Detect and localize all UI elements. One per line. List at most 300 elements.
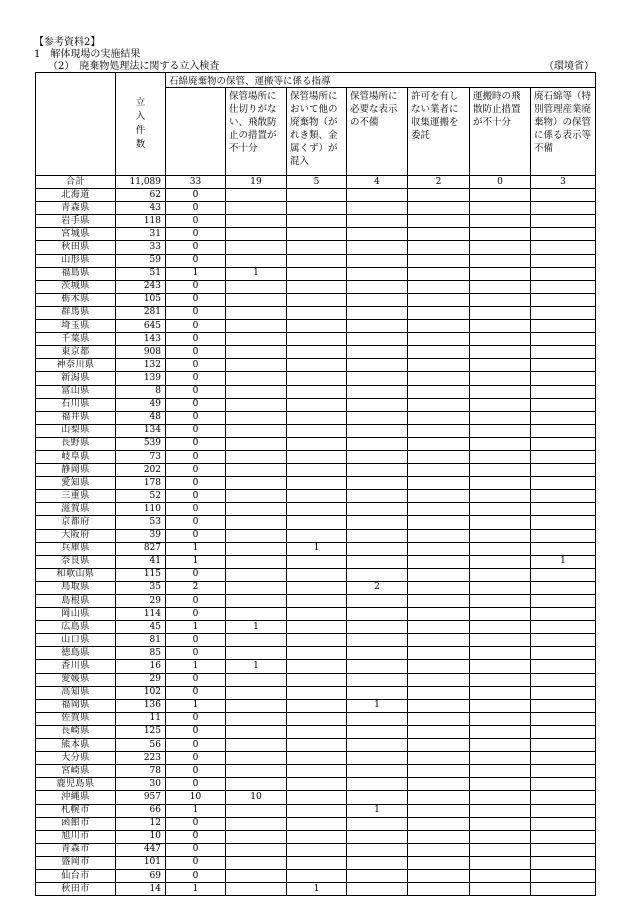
c6-value <box>531 686 596 699</box>
region-name: 岐阜県 <box>36 450 116 463</box>
c4-value <box>408 215 470 228</box>
c4-value <box>408 424 470 437</box>
c2-value <box>287 372 347 385</box>
region-name: 島根県 <box>36 595 116 608</box>
region-name: 大阪府 <box>36 529 116 542</box>
c6-value <box>531 647 596 660</box>
c3-value <box>347 856 408 869</box>
c4-value <box>408 411 470 424</box>
inspection-count: 125 <box>116 725 166 738</box>
c5-value <box>470 346 531 359</box>
c1-value <box>226 830 287 843</box>
c2-value <box>287 804 347 817</box>
guidance-group-header: 石綿廃棄物の保管、運搬等に係る指導 <box>166 73 596 88</box>
inspection-count: 52 <box>116 490 166 503</box>
guidance-count: 0 <box>166 202 226 215</box>
section-title: 1 解体現場の実施結果 <box>34 49 141 60</box>
c4-value <box>408 621 470 634</box>
c1-value <box>226 359 287 372</box>
c3-value <box>347 542 408 555</box>
c5-value <box>470 830 531 843</box>
guidance-count: 0 <box>166 320 226 333</box>
region-name: 山梨県 <box>36 424 116 437</box>
table-row <box>36 634 596 647</box>
region-name: 千葉県 <box>36 333 116 346</box>
guidance-count: 0 <box>166 477 226 490</box>
region-name: 鳥取県 <box>36 581 116 594</box>
c6-value <box>531 752 596 765</box>
guidance-count: 0 <box>166 490 226 503</box>
c4-value <box>408 856 470 869</box>
table-row <box>36 581 596 594</box>
inspection-count: 223 <box>116 752 166 765</box>
c4-value <box>408 883 470 896</box>
region-name: 北海道 <box>36 189 116 202</box>
inspection-count: 110 <box>116 503 166 516</box>
subsection-title: （2） 廃棄物処理法に関する立入検査 <box>48 61 220 72</box>
c6-value <box>531 568 596 581</box>
c5-value <box>470 608 531 621</box>
table-row <box>36 411 596 424</box>
inspection-count: 16 <box>116 660 166 673</box>
c5-value <box>470 725 531 738</box>
c6-value <box>531 359 596 372</box>
c5-value <box>470 686 531 699</box>
region-name: 広島県 <box>36 621 116 634</box>
c1-value <box>226 869 287 882</box>
table-row <box>36 385 596 398</box>
c4-value <box>408 516 470 529</box>
region-name: 仙台市 <box>36 869 116 882</box>
c2-value <box>287 673 347 686</box>
c1-value <box>226 647 287 660</box>
guidance-count: 0 <box>166 437 226 450</box>
c3-value <box>347 830 408 843</box>
c1-value <box>226 346 287 359</box>
c6-value <box>531 529 596 542</box>
inspection-count: 41 <box>116 555 166 568</box>
guidance-count: 0 <box>166 293 226 306</box>
c2-value <box>287 529 347 542</box>
table-row <box>36 765 596 778</box>
c4-value <box>408 437 470 450</box>
inspection-count: 53 <box>116 516 166 529</box>
c5-value <box>470 372 531 385</box>
table-row <box>36 477 596 490</box>
guidance-count: 0 <box>166 516 226 529</box>
region-name: 長崎県 <box>36 725 116 738</box>
c2-value <box>287 503 347 516</box>
c3-value <box>347 647 408 660</box>
c1-value <box>226 712 287 725</box>
guidance-count: 0 <box>166 215 226 228</box>
c2-value <box>287 398 347 411</box>
c4-value <box>408 869 470 882</box>
table-row <box>36 647 596 660</box>
c5-value <box>470 869 531 882</box>
c3-value <box>347 725 408 738</box>
table-row <box>36 464 596 477</box>
c3-value <box>347 503 408 516</box>
inspection-count: 102 <box>116 686 166 699</box>
c1-value <box>226 503 287 516</box>
c3-value <box>347 202 408 215</box>
col-header-2: 保管場所において他の廃棄物（がれき類、金属くず）が混入 <box>287 88 347 176</box>
table-row <box>36 869 596 882</box>
col-header-4: 許可を有しない業者に収集運搬を委託 <box>408 88 470 176</box>
c1-value <box>226 752 287 765</box>
c2-value <box>287 228 347 241</box>
table-row <box>36 215 596 228</box>
c4-value <box>408 280 470 293</box>
c5-value <box>470 359 531 372</box>
c6-value <box>531 765 596 778</box>
c6-value <box>531 320 596 333</box>
guidance-count: 1 <box>166 804 226 817</box>
c1-value <box>226 437 287 450</box>
region-name: 山口県 <box>36 634 116 647</box>
inspection-count: 178 <box>116 477 166 490</box>
inspection-count: 56 <box>116 739 166 752</box>
c3-value <box>347 634 408 647</box>
c5-value <box>470 791 531 804</box>
c2-value <box>287 411 347 424</box>
c2-value <box>287 595 347 608</box>
inspection-count: 132 <box>116 359 166 372</box>
c5-value <box>470 883 531 896</box>
c5-value <box>470 752 531 765</box>
c3-value <box>347 293 408 306</box>
guidance-count: 0 <box>166 411 226 424</box>
inspection-count: 539 <box>116 437 166 450</box>
c6-value <box>531 215 596 228</box>
c2-value: 1 <box>287 542 347 555</box>
region-name: 岡山県 <box>36 608 116 621</box>
c1-value <box>226 490 287 503</box>
c4-value <box>408 568 470 581</box>
table-row <box>36 372 596 385</box>
c4-value <box>408 202 470 215</box>
table-row <box>36 686 596 699</box>
inspection-count: 33 <box>116 241 166 254</box>
c2-value <box>287 830 347 843</box>
c1-value: 10 <box>226 791 287 804</box>
guidance-count: 1 <box>166 542 226 555</box>
inspection-count: 139 <box>116 372 166 385</box>
table-row <box>36 333 596 346</box>
c1-value <box>226 529 287 542</box>
guidance-count: 0 <box>166 503 226 516</box>
inspection-count: 136 <box>116 699 166 712</box>
c6-value <box>531 869 596 882</box>
region-name: 群馬県 <box>36 306 116 319</box>
c1-value <box>226 293 287 306</box>
region-name: 富山県 <box>36 385 116 398</box>
c1-value <box>226 542 287 555</box>
table-row <box>36 542 596 555</box>
guidance-count: 0 <box>166 608 226 621</box>
c3-value <box>347 595 408 608</box>
c3-value <box>347 490 408 503</box>
c2-value <box>287 437 347 450</box>
region-name: 長野県 <box>36 437 116 450</box>
c1-value <box>226 883 287 896</box>
c5-value <box>470 856 531 869</box>
c3-value <box>347 398 408 411</box>
c5-value <box>470 804 531 817</box>
c2-value <box>287 765 347 778</box>
c6-value <box>531 398 596 411</box>
c2-value <box>287 516 347 529</box>
c1-value <box>226 608 287 621</box>
col-header-3: 保管場所に必要な表示の不備 <box>347 88 408 176</box>
c2-value <box>287 359 347 372</box>
c3-value <box>347 765 408 778</box>
c2-value <box>287 424 347 437</box>
c6-value <box>531 830 596 843</box>
table-row <box>36 202 596 215</box>
inspection-count: 105 <box>116 293 166 306</box>
c6-value <box>531 424 596 437</box>
table-row <box>36 673 596 686</box>
c2-value <box>287 477 347 490</box>
total-guidance: 33 <box>166 176 226 189</box>
c6-value <box>531 189 596 202</box>
table-row <box>36 228 596 241</box>
inspection-count: 115 <box>116 568 166 581</box>
c1-value <box>226 568 287 581</box>
c6-value <box>531 333 596 346</box>
c6-value <box>531 621 596 634</box>
region-name: 宮城県 <box>36 228 116 241</box>
c4-value <box>408 699 470 712</box>
c5-value <box>470 765 531 778</box>
c6-value <box>531 699 596 712</box>
guidance-count: 0 <box>166 385 226 398</box>
inspection-count: 49 <box>116 398 166 411</box>
guidance-count: 0 <box>166 464 226 477</box>
inspection-count: 645 <box>116 320 166 333</box>
c2-value <box>287 464 347 477</box>
inspection-count: 48 <box>116 411 166 424</box>
c5-value <box>470 843 531 856</box>
total-c2: 5 <box>287 176 347 189</box>
c1-value <box>226 595 287 608</box>
c2-value <box>287 778 347 791</box>
guidance-count: 0 <box>166 595 226 608</box>
c2-value <box>287 215 347 228</box>
inspection-count: 281 <box>116 306 166 319</box>
c1-value <box>226 739 287 752</box>
table-row <box>36 555 596 568</box>
c5-value <box>470 228 531 241</box>
c3-value <box>347 424 408 437</box>
total-c5: 0 <box>470 176 531 189</box>
c6-value <box>531 712 596 725</box>
guidance-count: 1 <box>166 883 226 896</box>
guidance-count: 0 <box>166 634 226 647</box>
guidance-count: 1 <box>166 621 226 634</box>
table-row <box>36 320 596 333</box>
region-name: 福岡県 <box>36 699 116 712</box>
c2-value <box>287 306 347 319</box>
c5-value <box>470 699 531 712</box>
c2-value <box>287 555 347 568</box>
c6-value <box>531 202 596 215</box>
c6-value <box>531 843 596 856</box>
c1-value: 1 <box>226 267 287 280</box>
table-row <box>36 621 596 634</box>
c4-value <box>408 464 470 477</box>
table-row <box>36 817 596 830</box>
c3-value <box>347 516 408 529</box>
c1-value <box>226 320 287 333</box>
total-label: 合計 <box>36 176 116 189</box>
c3-value <box>347 346 408 359</box>
c2-value: 1 <box>287 883 347 896</box>
corner-cell <box>36 73 116 176</box>
guidance-count: 0 <box>166 856 226 869</box>
c3-value <box>347 241 408 254</box>
c5-value <box>470 621 531 634</box>
guidance-count: 0 <box>166 869 226 882</box>
guidance-count: 0 <box>166 765 226 778</box>
inspection-count: 31 <box>116 228 166 241</box>
c5-value <box>470 241 531 254</box>
guidance-count: 0 <box>166 280 226 293</box>
c3-value <box>347 228 408 241</box>
c4-value <box>408 228 470 241</box>
c3-value <box>347 608 408 621</box>
c4-value <box>408 804 470 817</box>
c5-value <box>470 555 531 568</box>
c4-value <box>408 241 470 254</box>
total-c6: 3 <box>531 176 596 189</box>
c1-value <box>226 228 287 241</box>
guidance-count: 0 <box>166 333 226 346</box>
guidance-count: 0 <box>166 241 226 254</box>
inspections-header: 立 入 件 数 <box>116 73 166 176</box>
table-row <box>36 503 596 516</box>
table-row <box>36 660 596 673</box>
c1-value <box>226 333 287 346</box>
c5-value <box>470 660 531 673</box>
c6-value: 1 <box>531 555 596 568</box>
guidance-count: 0 <box>166 739 226 752</box>
c3-value <box>347 791 408 804</box>
c6-value <box>531 725 596 738</box>
table-row <box>36 267 596 280</box>
c1-value <box>226 398 287 411</box>
guidance-count: 1 <box>166 699 226 712</box>
c5-value <box>470 293 531 306</box>
inspection-count: 66 <box>116 804 166 817</box>
c1-value <box>226 189 287 202</box>
c6-value <box>531 490 596 503</box>
c5-value <box>470 267 531 280</box>
total-row <box>36 176 596 189</box>
c3-value <box>347 673 408 686</box>
region-name: 札幌市 <box>36 804 116 817</box>
c2-value <box>287 752 347 765</box>
c1-value <box>226 634 287 647</box>
c1-value <box>226 280 287 293</box>
c4-value <box>408 817 470 830</box>
c3-value <box>347 464 408 477</box>
guidance-count: 1 <box>166 555 226 568</box>
c4-value <box>408 385 470 398</box>
region-name: 奈良県 <box>36 555 116 568</box>
table-row <box>36 490 596 503</box>
c6-value <box>531 581 596 594</box>
c4-value <box>408 791 470 804</box>
region-name: 愛媛県 <box>36 673 116 686</box>
c1-value <box>226 817 287 830</box>
table-row <box>36 712 596 725</box>
inspection-count: 12 <box>116 817 166 830</box>
region-name: 大分県 <box>36 752 116 765</box>
c4-value <box>408 739 470 752</box>
c3-value <box>347 568 408 581</box>
guidance-count: 0 <box>166 372 226 385</box>
c2-value <box>287 241 347 254</box>
c2-value <box>287 739 347 752</box>
inspection-count: 81 <box>116 634 166 647</box>
c2-value <box>287 647 347 660</box>
c6-value <box>531 856 596 869</box>
c4-value <box>408 372 470 385</box>
table-row <box>36 791 596 804</box>
region-name: 新潟県 <box>36 372 116 385</box>
table-row <box>36 778 596 791</box>
region-name: 旭川市 <box>36 830 116 843</box>
table-row <box>36 699 596 712</box>
region-name: 埼玉県 <box>36 320 116 333</box>
inspection-count: 39 <box>116 529 166 542</box>
c3-value: 2 <box>347 581 408 594</box>
guidance-blank-header <box>166 88 226 176</box>
c1-value <box>226 424 287 437</box>
table-row <box>36 241 596 254</box>
region-name: 高知県 <box>36 686 116 699</box>
c3-value <box>347 320 408 333</box>
c2-value <box>287 817 347 830</box>
c6-value <box>531 883 596 896</box>
total-c4: 2 <box>408 176 470 189</box>
region-name: 兵庫県 <box>36 542 116 555</box>
c3-value <box>347 306 408 319</box>
c3-value <box>347 686 408 699</box>
c5-value <box>470 581 531 594</box>
c1-value: 1 <box>226 660 287 673</box>
guidance-count: 0 <box>166 398 226 411</box>
region-name: 茨城県 <box>36 280 116 293</box>
region-name: 秋田市 <box>36 883 116 896</box>
region-name: 沖縄県 <box>36 791 116 804</box>
guidance-count: 10 <box>166 791 226 804</box>
c3-value <box>347 778 408 791</box>
inspection-count: 143 <box>116 333 166 346</box>
c6-value <box>531 241 596 254</box>
guidance-count: 1 <box>166 267 226 280</box>
c5-value <box>470 647 531 660</box>
c6-value <box>531 306 596 319</box>
inspection-count: 8 <box>116 385 166 398</box>
c1-value <box>226 372 287 385</box>
c4-value <box>408 843 470 856</box>
c5-value <box>470 424 531 437</box>
c5-value <box>470 254 531 267</box>
